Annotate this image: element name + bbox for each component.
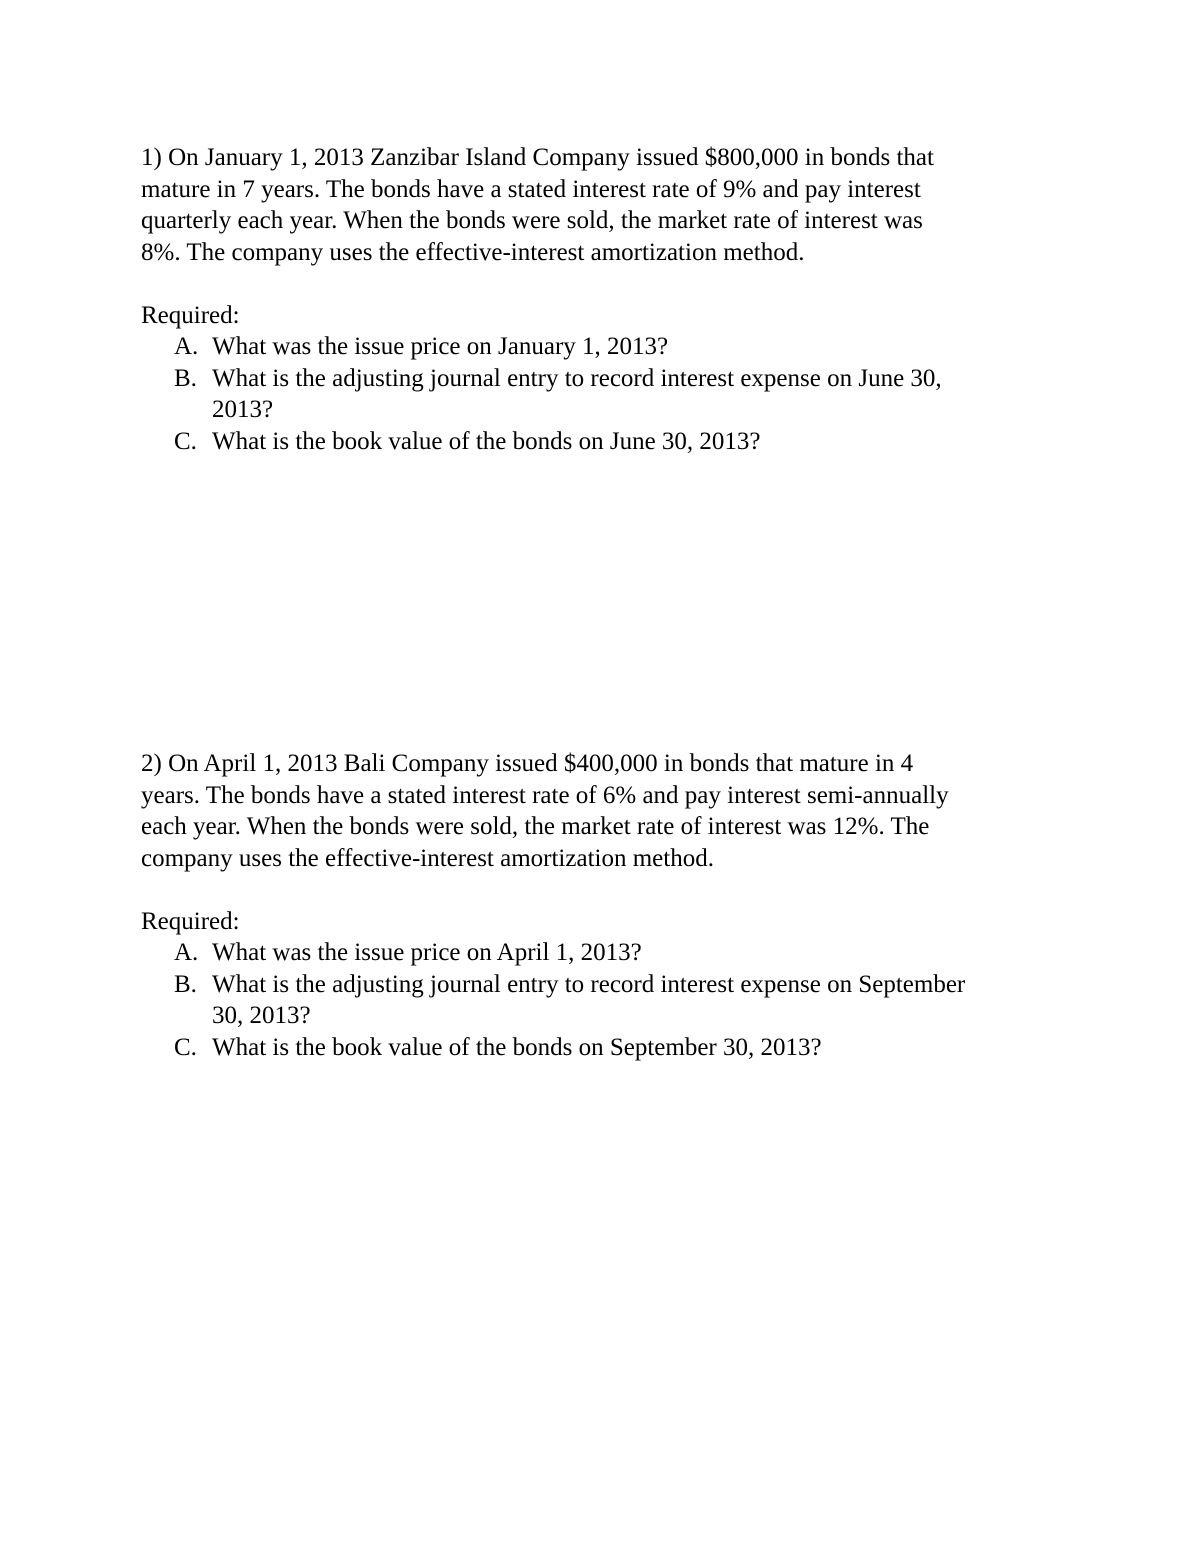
item-letter: B. bbox=[174, 970, 197, 998]
item-text: 2013? bbox=[212, 396, 274, 423]
required-item-c bbox=[141, 1032, 1061, 1064]
statement-line: 2) On April 1, 2013 Bali Company issued $400,000 in bonds that mature in 4 bbox=[141, 750, 914, 777]
required-item-c bbox=[141, 426, 1061, 458]
item-letter: C. bbox=[174, 427, 197, 455]
statement-line: company uses the effective-interest amortization method. bbox=[141, 844, 714, 872]
required-list bbox=[141, 937, 1061, 1063]
problem-statement bbox=[141, 142, 1061, 268]
item-letter: C. bbox=[174, 1033, 197, 1061]
required-label: Required: bbox=[141, 907, 240, 935]
statement-line: 1) On January 1, 2013 Zanzibar Island Company issued $800,000 in bonds that bbox=[141, 144, 934, 171]
required-item-a bbox=[141, 331, 1061, 363]
item-text: What is the book value of the bonds on June 30, 2013? bbox=[212, 427, 761, 455]
problem-statement bbox=[141, 748, 1061, 874]
problem-1 bbox=[141, 142, 1061, 457]
item-text: What is the adjusting journal entry to record interest expense on September bbox=[212, 970, 966, 998]
statement-line: mature in 7 years. The bonds have a stated interest rate of 9% and pay interest bbox=[141, 175, 921, 203]
item-letter: B. bbox=[174, 364, 197, 392]
problem-2 bbox=[141, 748, 1061, 1063]
item-letter: A. bbox=[174, 333, 199, 360]
statement-line: 8%. The company uses the effective-interest amortization method. bbox=[141, 238, 805, 266]
required-item-b bbox=[141, 969, 1061, 1032]
statement-line: years. The bonds have a stated interest rate of 6% and pay interest semi-annually bbox=[141, 781, 949, 809]
item-text: 30, 2013? bbox=[212, 1002, 311, 1029]
required-list bbox=[141, 331, 1061, 457]
item-text: What is the adjusting journal entry to record interest expense on June 30, bbox=[212, 364, 942, 392]
required-item-a bbox=[141, 937, 1061, 969]
item-letter: A. bbox=[174, 939, 199, 966]
item-text: What was the issue price on January 1, 2013? bbox=[212, 333, 669, 360]
item-text: What was the issue price on April 1, 2013? bbox=[212, 939, 642, 966]
statement-line: quarterly each year. When the bonds were sold, the market rate of interest was bbox=[141, 207, 923, 234]
required-item-b bbox=[141, 363, 1061, 426]
item-text: What is the book value of the bonds on September 30, 2013? bbox=[212, 1033, 822, 1061]
statement-line: each year. When the bonds were sold, the market rate of interest was 12%. The bbox=[141, 813, 930, 840]
required-label: Required: bbox=[141, 301, 240, 329]
